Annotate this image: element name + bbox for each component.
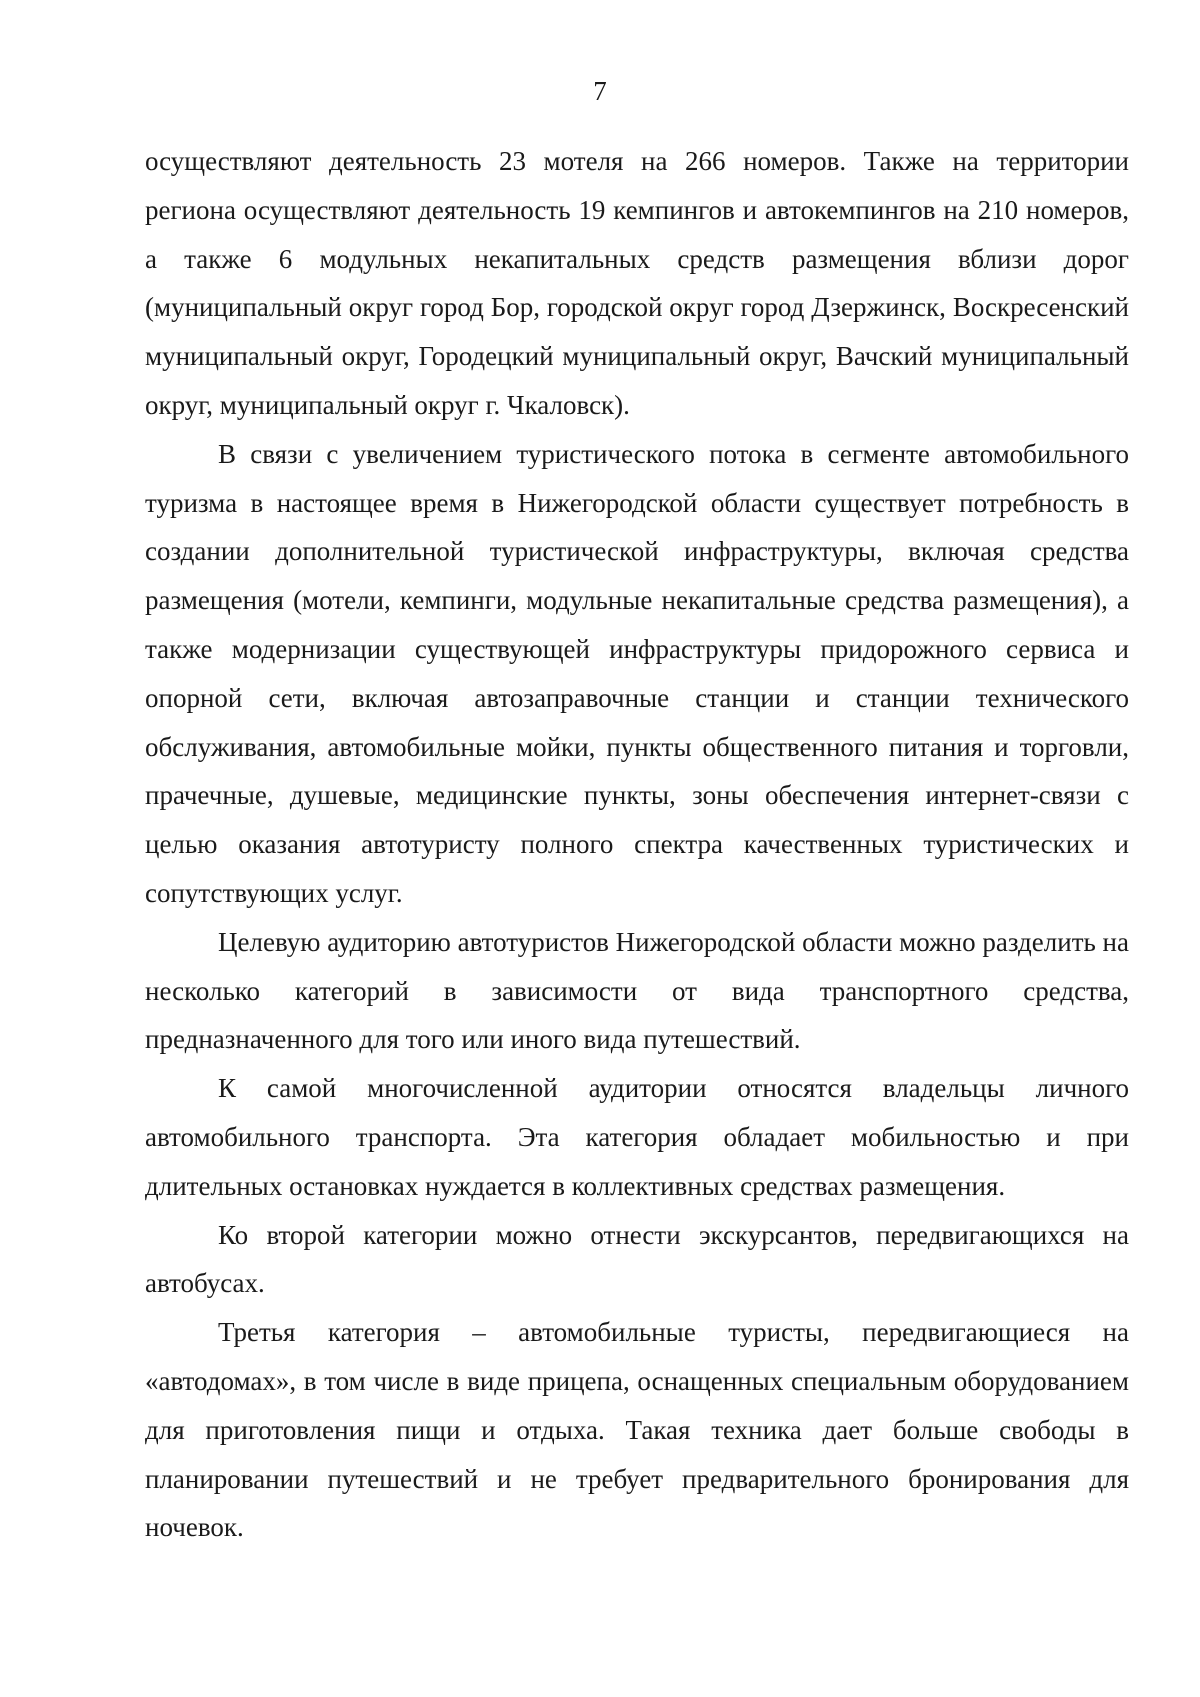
document-body bbox=[145, 137, 1129, 1552]
paragraph-private-car-owners: К самой многочисленной аудитории относятся владельцы личного автомобильного транспорта. Эта категория обладает мобильностью и при длительных остановках нуждается в коллективных средствах размещения. bbox=[145, 1073, 1129, 1201]
page-number: 7 bbox=[593, 76, 607, 106]
paragraph-motorhome-tourists: Третья категория – автомобильные туристы, передвигающиеся на «автодомах», в том числе в виде прицепа, оснащенных специальным оборудованием для приготовления пищи и отдыха. Такая техника дает больше свободы в планировании путешествий и не требует предварительного бронирования для ночевок. bbox=[145, 1317, 1129, 1543]
paragraph-target-audience: Целевую аудиторию автотуристов Нижегородской области можно разделить на несколько категорий в зависимости от вида транспортного средства, предназначенного для того или иного вида путешествий. bbox=[145, 926, 1129, 1055]
paragraph-bus-excursionists: Ко второй категории можно отнести экскурсантов, передвигающихся на автобусах. bbox=[145, 1219, 1129, 1299]
paragraph-continuation: осуществляют деятельность 23 мотеля на 266 номеров. Также на территории региона осуществляют деятельность 19 кемпингов и автокемпингов на 210 номеров, а также 6 модульных некапитальных средств размещения вблизи дорог (муниципальный округ город Бор, городской округ город Дзержинск, Воскресенский муниципальный округ, Городецкий муниципальный округ, Вачский муниципальный округ, муниципальный округ г. Чкаловск). bbox=[145, 146, 1129, 420]
paragraph-tourist-flow: В связи с увеличением туристического потока в сегменте автомобильного туризма в настоящее время в Нижегородской области существует потребность в создании дополнительной туристической инфраструктуры, включая средства размещения (мотели, кемпинги, модульные некапитальные средства размещения), а также модернизации существующей инфраструктуры придорожного сервиса и опорной сети, включая автозаправочные станции и станции технического обслуживания, автомобильные мойки, пункты общественного питания и торговли, прачечные, душевые, медицинские пункты, зоны обеспечения интернет-связи с целью оказания автотуристу полного спектра качественных туристических и сопутствующих услуг. bbox=[145, 438, 1129, 908]
